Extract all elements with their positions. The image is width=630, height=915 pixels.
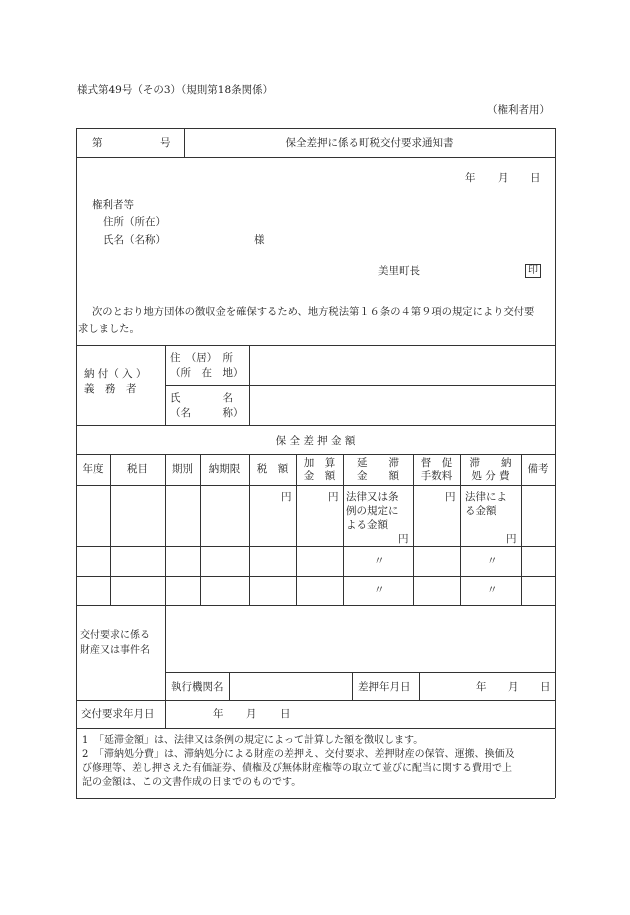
col-disposal-line2: 処 分 費 xyxy=(471,470,510,482)
request-day-label: 日 xyxy=(280,708,291,720)
delinquency-note-line2: 例の規定に xyxy=(346,505,399,517)
recipient-heading: 権利者等 xyxy=(92,199,134,211)
taxpayer-address-label-line1: 住 （居） 所 xyxy=(170,352,233,364)
note-2-line2: び修理等、差し押さえた有価証券、債権及び無体財産権等の取立て並びに配当に関する費用で上 xyxy=(82,763,512,774)
taxpayer-name-label-line1: 氏 名 xyxy=(170,392,233,404)
taxpayer-label-line1: 納 付（ 入 ） xyxy=(84,368,147,380)
col-delinquency-line1: 延 滞 xyxy=(357,457,399,469)
seizure-day-label: 日 xyxy=(540,681,551,693)
form-number: 様式第49号（その3）（規則第18条関係） xyxy=(77,84,274,96)
copy-label: （権利者用） xyxy=(487,104,550,116)
request-date-label: 交付要求年月日 xyxy=(81,708,155,720)
disposal-ditto-row3: 〃 xyxy=(487,584,498,596)
recipient-name-label: 氏名（名称） xyxy=(103,234,166,246)
amount-section-title: 保 全 差 押 金 額 xyxy=(275,435,356,447)
delinquency-note-line1: 法律又は条 xyxy=(346,491,399,503)
surcharge-yen: 円 xyxy=(328,491,339,503)
col-disposal-line1: 滞 納 xyxy=(469,457,512,469)
disposal-note-line1: 法律によ xyxy=(465,491,507,503)
col-surcharge-line2: 金 額 xyxy=(303,470,336,482)
disposal-ditto-row2: 〃 xyxy=(487,555,498,567)
seizure-year-label: 年 xyxy=(476,681,487,693)
col-surcharge-line1: 加 算 xyxy=(303,457,336,469)
body-text-line2: 求しました。 xyxy=(78,323,140,335)
taxpayer-label-line2: 義 務 者 xyxy=(84,383,137,395)
disposal-note-line2: る金額 xyxy=(465,505,497,517)
note-2-line1: 「滞納処分費」は、滞納処分による財産の差押え、交付要求、差押財産の保管、運搬、換価及 xyxy=(94,749,515,760)
property-label-line1: 交付要求に係る xyxy=(80,630,150,641)
delinquency-ditto-row2: 〃 xyxy=(374,555,385,567)
col-remarks: 備考 xyxy=(527,463,549,475)
agency-label: 執行機関名 xyxy=(171,681,224,693)
note-2-number: 2 xyxy=(82,749,89,760)
document-title: 保全差押に係る町税交付要求通知書 xyxy=(285,137,454,149)
taxpayer-address-label-line2: （所 在 地） xyxy=(170,367,244,379)
col-year: 年度 xyxy=(82,463,104,475)
note-1-text: 「延滞金額」は、法律又は条例の規定によって計算した額を徴収します。 xyxy=(94,735,424,746)
number-label-prefix: 第 xyxy=(92,137,103,149)
property-label-line2: 財産又は事件名 xyxy=(80,645,150,656)
col-tax-item: 税目 xyxy=(127,463,148,475)
recipient-address-label: 住所（所在） xyxy=(103,216,166,228)
taxpayer-name-label-line2: （名 称） xyxy=(170,407,244,419)
disposal-yen: 円 xyxy=(506,533,517,545)
col-tax-amount: 税 額 xyxy=(256,463,289,475)
col-due: 納期限 xyxy=(208,463,241,475)
col-delinquency-line2: 金 額 xyxy=(357,470,399,482)
request-month-label: 月 xyxy=(246,708,257,720)
date-month-label: 月 xyxy=(498,172,509,184)
note-2-line3: 記の金額は、この文書作成の日までのものです。 xyxy=(82,777,302,788)
recipient-honorific: 様 xyxy=(254,234,265,246)
reminder-yen: 円 xyxy=(445,491,456,503)
seizure-date-label: 差押年月日 xyxy=(358,681,411,693)
note-1-number: 1 xyxy=(82,735,89,746)
delinquency-note-line3: よる金額 xyxy=(346,519,388,531)
body-text-line1: 次のとおり地方団体の徴収金を確保するため、地方税法第１６条の４第９項の規定により交付要 xyxy=(92,306,535,318)
seal-mark: 印 xyxy=(525,264,541,278)
col-period: 期別 xyxy=(172,463,193,475)
number-label-suffix: 号 xyxy=(160,137,171,149)
col-reminder-line2: 手数料 xyxy=(420,470,453,482)
date-day-label: 日 xyxy=(530,172,541,184)
tax-amount-yen: 円 xyxy=(281,491,292,503)
seizure-month-label: 月 xyxy=(508,681,519,693)
date-year-label: 年 xyxy=(465,172,476,184)
delinquency-yen: 円 xyxy=(398,533,409,545)
issuer-title: 美里町長 xyxy=(378,265,420,277)
delinquency-ditto-row3: 〃 xyxy=(374,584,385,596)
col-reminder-line1: 督 促 xyxy=(420,457,453,469)
request-year-label: 年 xyxy=(213,708,224,720)
